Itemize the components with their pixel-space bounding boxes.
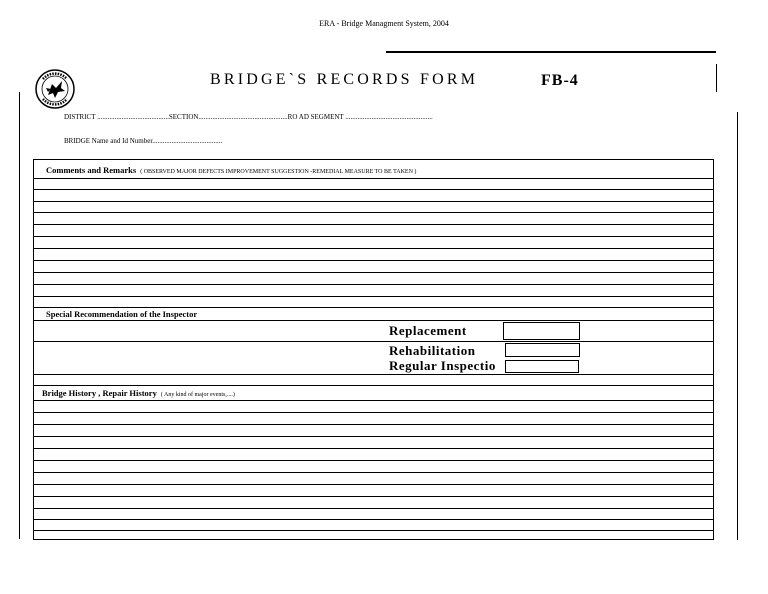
form-code: FB-4 — [541, 72, 579, 89]
option-regular-inspection-label: Regular Inspectio — [389, 358, 496, 373]
comments-line[interactable] — [34, 260, 714, 261]
comments-line[interactable] — [34, 248, 714, 249]
history-line[interactable] — [34, 436, 714, 437]
system-header-line: ERA - Bridge Managment System, 2004 — [319, 19, 449, 28]
form-title: BRIDGE`S RECORDS FORM — [210, 71, 479, 88]
left-margin-line — [19, 92, 20, 539]
comments-heading-text: Comments and Remarks — [46, 165, 137, 175]
comments-line[interactable] — [34, 189, 714, 190]
history-line[interactable] — [34, 484, 714, 485]
title-side-line — [716, 64, 717, 92]
comments-heading — [46, 165, 416, 175]
history-heading-text: Bridge History , Repair History — [42, 388, 157, 398]
comments-line[interactable] — [34, 272, 714, 273]
option-rehabilitation-label: Rehabilitation — [389, 343, 476, 358]
comments-line[interactable] — [34, 201, 714, 202]
recommendation-line[interactable] — [34, 341, 714, 342]
comments-line[interactable] — [34, 178, 714, 179]
comments-line[interactable] — [34, 296, 714, 297]
district-section-road-fields: DISTRICT .........................................SECTION...................................................RO AD SEGMENT .................................................. — [64, 113, 433, 121]
option-replacement-checkbox[interactable] — [503, 322, 580, 340]
history-line[interactable] — [34, 400, 714, 401]
comments-line[interactable] — [34, 236, 714, 237]
authority-seal-logo — [34, 68, 76, 110]
comments-heading-note: ( OBSERVED MAJOR DEFECTS IMPROVEMENT SUGGESTION -REMEDIAL MEASURE TO BE TAKEN ) — [140, 169, 417, 175]
history-heading-note: ( Any kind of major events,....) — [160, 392, 235, 398]
right-margin-line — [737, 112, 738, 540]
history-line[interactable] — [34, 508, 714, 509]
history-heading — [42, 388, 235, 398]
history-line[interactable] — [34, 448, 714, 449]
history-line[interactable] — [34, 496, 714, 497]
option-rehabilitation-checkbox[interactable] — [505, 343, 580, 357]
history-line[interactable] — [34, 530, 714, 531]
comments-line[interactable] — [34, 224, 714, 225]
option-replacement-label: Replacement — [389, 323, 467, 338]
header-rule — [386, 51, 716, 53]
history-line[interactable] — [34, 424, 714, 425]
recommendation-line[interactable] — [34, 374, 714, 375]
comments-line[interactable] — [34, 307, 714, 308]
comments-line[interactable] — [34, 284, 714, 285]
history-line[interactable] — [34, 460, 714, 461]
records-form-frame — [33, 159, 714, 540]
history-line[interactable] — [34, 472, 714, 473]
history-top-line — [34, 385, 714, 386]
recommendation-heading: Special Recommendation of the Inspector — [46, 309, 198, 319]
comments-line[interactable] — [34, 212, 714, 213]
recommendation-line[interactable] — [34, 320, 714, 321]
history-line[interactable] — [34, 412, 714, 413]
history-line[interactable] — [34, 519, 714, 520]
option-regular-inspection-checkbox[interactable] — [505, 360, 579, 373]
bridge-name-id-field: BRIDGE Name and Id Number........................................ — [64, 137, 223, 145]
